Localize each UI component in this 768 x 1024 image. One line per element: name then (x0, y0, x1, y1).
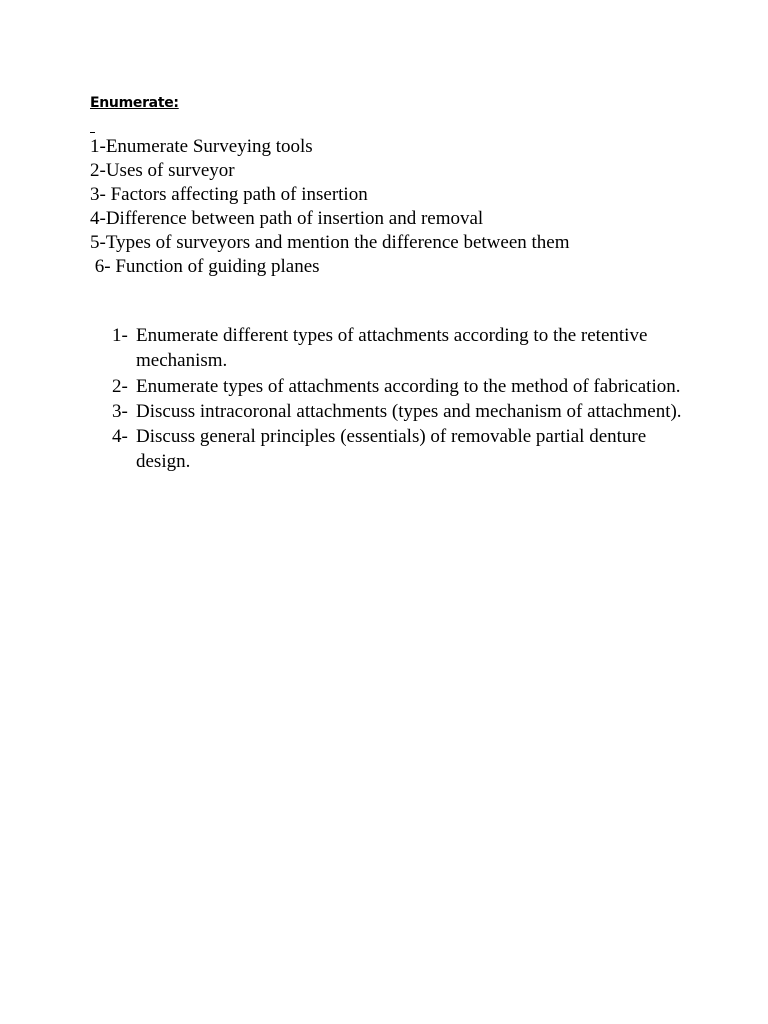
item-number: 4- (112, 426, 128, 448)
numbered-list-item (112, 399, 692, 424)
numbered-list-item (112, 323, 692, 374)
item-number: 3- (112, 400, 128, 422)
list-item: 1-Enumerate Surveying tools (90, 136, 313, 157)
numbered-list-item (112, 424, 692, 475)
blank-underlined-line (90, 118, 95, 133)
item-text: Discuss general principles (essentials) of removable partial denture design. (136, 426, 647, 473)
item-number: 2- (112, 375, 128, 397)
list-item: 2-Uses of surveyor (90, 160, 235, 181)
item-text: Discuss intracoronal attachments (types and mechanism of attachment). (136, 400, 682, 422)
item-text: Enumerate types of attachments according to the method of fabrication. (136, 375, 681, 397)
section-heading: Enumerate: (90, 95, 179, 111)
item-text: Enumerate different types of attachments according to the retentive mechanism. (136, 325, 648, 372)
item-number: 1- (112, 325, 128, 346)
list-item: 5-Types of surveyors and mention the difference between them (90, 232, 570, 253)
numbered-question-list (112, 323, 692, 475)
question-list (90, 135, 570, 279)
numbered-list-item (112, 374, 692, 399)
list-item: 6- Function of guiding planes (90, 256, 320, 277)
list-item: 3- Factors affecting path of insertion (90, 184, 368, 205)
list-item: 4-Difference between path of insertion and removal (90, 208, 484, 229)
